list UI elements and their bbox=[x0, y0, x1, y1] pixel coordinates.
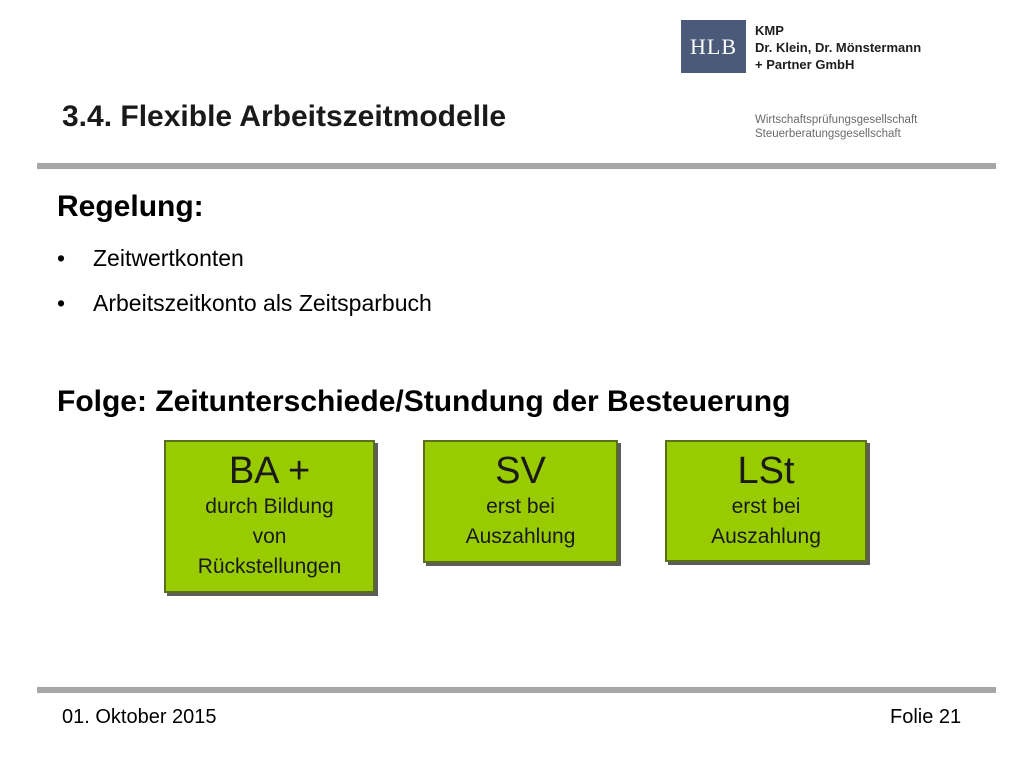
box-line: Auszahlung bbox=[465, 525, 576, 548]
divider-bottom bbox=[37, 687, 996, 693]
box-line: erst bei bbox=[486, 495, 555, 518]
section-heading: Regelung: bbox=[57, 190, 204, 223]
box-line: durch Bildung bbox=[205, 495, 334, 518]
bullet-text: Zeitwertkonten bbox=[93, 245, 244, 271]
company-line: + Partner GmbH bbox=[755, 57, 855, 72]
divider-top bbox=[37, 163, 996, 169]
box-line: erst bei bbox=[731, 495, 801, 518]
list-item bbox=[57, 283, 432, 328]
page-number: Folie 21 bbox=[890, 706, 962, 728]
box-title: SV bbox=[495, 450, 546, 492]
consequence-heading: Folge: Zeitunterschiede/Stundung der Besteuerung bbox=[57, 385, 791, 418]
hlb-logo bbox=[681, 20, 746, 73]
box-title: BA + bbox=[228, 450, 311, 492]
bullet-text: Arbeitszeitkonto als Zeitsparbuch bbox=[93, 290, 432, 316]
box-line: Rückstellungen bbox=[197, 555, 342, 578]
footer-date: 01. Oktober 2015 bbox=[62, 706, 217, 728]
list-item bbox=[57, 238, 432, 283]
bullet-list bbox=[57, 238, 432, 328]
box-sv bbox=[423, 440, 618, 563]
slide-title: 3.4. Flexible Arbeitszeitmodelle bbox=[62, 100, 507, 133]
bullet-icon: • bbox=[57, 290, 66, 316]
company-line: KMP bbox=[755, 23, 784, 38]
company-line: Dr. Klein, Dr. Mönstermann bbox=[755, 40, 922, 55]
box-line: Auszahlung bbox=[711, 525, 821, 548]
company-name bbox=[755, 22, 921, 73]
bullet-icon: • bbox=[57, 245, 66, 271]
logo-text: HLB bbox=[690, 33, 737, 59]
company-sub-line: Steuerberatungsgesellschaft bbox=[755, 128, 901, 140]
box-ba bbox=[164, 440, 375, 593]
box-line: von bbox=[252, 525, 287, 548]
company-sub-line: Wirtschaftsprüfungsgesellschaft bbox=[755, 114, 918, 126]
box-title: LSt bbox=[737, 450, 795, 492]
box-lst bbox=[665, 440, 867, 562]
company-description bbox=[755, 113, 917, 141]
